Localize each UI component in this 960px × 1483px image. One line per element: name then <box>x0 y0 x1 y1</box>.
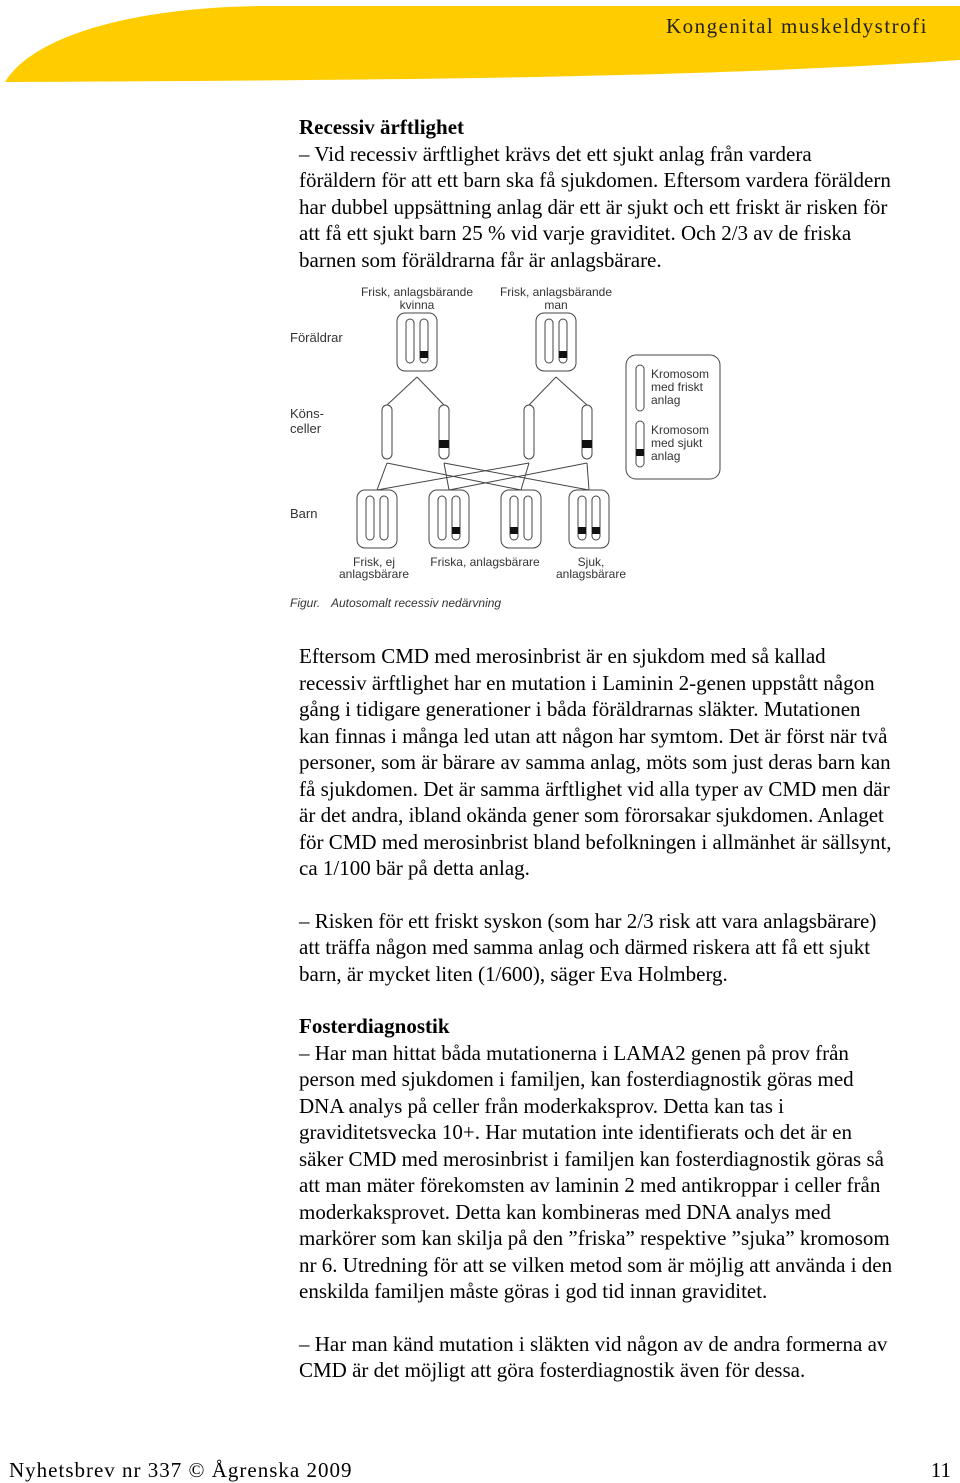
inheritance-figure <box>289 285 710 625</box>
text-line: CMD är det möjligt att göra fosterdiagnostik även för dessa. <box>299 1358 806 1382</box>
text-line: kan finnas i många led utan att någon har symtom. Det är först när två <box>299 723 888 748</box>
parent-male-label-2: man <box>544 298 568 312</box>
header-title: Kongenital muskeldystrofi <box>665 14 928 38</box>
footer-publication: Nyhetsbrev nr 337 © Ågrenska 2009 <box>9 1458 353 1482</box>
text-line: ca 1/100 bär på detta anlag. <box>299 856 530 880</box>
text-line: personer, som är bärare av samma anlag, möts som just deras barn kan <box>299 750 891 774</box>
text-line: markörer som kan skilja på den ”friska” respektive ”sjuka” kromosom <box>299 1226 890 1250</box>
heading-prenatal: Fosterdiagnostik <box>299 1014 450 1038</box>
page-number: 11 <box>930 1458 951 1482</box>
text-line: recessiv ärftlighet har en mutation i Laminin 2-genen uppstått någon <box>299 670 875 695</box>
text-line: är det andra, ibland okända gener som förorsakar sjukdomen. Anlaget <box>299 803 884 827</box>
text-line: har dubbel uppsättning anlag där ett är sjukt och ett friskt är risken för <box>299 194 888 219</box>
row-label-parents: Föräldrar <box>290 330 343 345</box>
legend-sick-label: Kromosom <box>651 423 710 437</box>
text-line: Eftersom CMD med merosinbrist är en sjukdom med så kallad <box>299 644 826 668</box>
child-label-healthy: Frisk, ej <box>353 555 395 569</box>
parent-female-label: Frisk, anlagsbärande <box>360 285 474 299</box>
text-line: föräldern för att ett barn ska få sjukdomen. Eftersom vardera föräldern <box>299 168 891 192</box>
child-label-sick-2: anlagsbärare <box>555 567 627 581</box>
parent-female-box <box>397 313 437 371</box>
child-box <box>429 490 469 548</box>
legend-healthy-label-2: med friskt <box>651 380 704 394</box>
row-label-gametes-2: celler <box>290 421 322 436</box>
child-box <box>501 490 541 548</box>
heading-recessive: Recessiv ärftlighet <box>299 115 465 139</box>
legend-sick-label-2: med sjukt <box>651 436 703 450</box>
text-line: att få ett sjukt barn 25 % vid varje graviditet. Och 2/3 av de friska <box>299 221 852 245</box>
legend-healthy-label: Kromosom <box>651 367 710 381</box>
text-line: – Har man hittat båda mutationerna i LAMA2 genen på prov från <box>299 1040 849 1065</box>
paragraph-risk <box>299 908 954 988</box>
legend-sick-label-3: anlag <box>651 449 681 463</box>
text-line: DNA analys på celler från moderkaksprov. Detta kan tas i <box>299 1093 784 1118</box>
row-label-gametes: Köns- <box>290 406 324 421</box>
child-box <box>569 490 609 548</box>
text-line: – Vid recessiv ärftlighet krävs det ett sjukt anlag från vardera <box>299 141 812 166</box>
legend-healthy-label-3: anlag <box>651 393 681 407</box>
text-line: att man mäter förekomsten av laminin 2 med antikroppar i celler från <box>299 1173 881 1197</box>
text-line: – Har man känd mutation i släkten vid någon av de andra formerna av <box>299 1331 888 1356</box>
child-label-carriers: Friska, anlagsbärare <box>430 555 540 569</box>
text-line: – Risken för ett friskt syskon (som har 2/3 risk att vara anlagsbärare) <box>299 908 877 933</box>
text-line: nr 6. Utredning för att se vilken metod som är möjlig att använda i den <box>299 1252 893 1277</box>
paragraph-cmd <box>299 643 954 882</box>
parent-female-label-2: kvinna <box>399 298 435 312</box>
figure-caption: Autosomalt recessiv nedärvning <box>331 596 502 610</box>
paragraph-prenatal <box>299 1040 954 1305</box>
child-label-sick: Sjuk, <box>577 555 605 569</box>
text-line: barn, är mycket liten (1/600), säger Eva Holmberg. <box>299 961 728 986</box>
text-line: enskilda familjen måste göras i god tid innan graviditet. <box>299 1279 768 1303</box>
text-line: gång i tidigare generationer i båda föräldrarnas släkter. Mutationen <box>299 697 861 721</box>
child-box <box>357 490 397 548</box>
text-line: barnen som föräldrarna får är anlagsbärare. <box>299 247 662 272</box>
text-line: graviditetsvecka 10+. Har mutation inte identifierats och det är en <box>299 1120 852 1144</box>
text-line: få sjukdomen. Det är samma ärftlighet vid alla typer av CMD men där <box>299 776 890 801</box>
text-line: moderkaksprovet. Detta kan kombineras med DNA analys med <box>299 1199 831 1224</box>
parent-male-box <box>536 313 576 371</box>
text-line: att träffa någon med samma anlag och därmed riskera att få ett sjukt <box>299 935 871 959</box>
article-body <box>290 114 954 1384</box>
paragraph-recessive <box>299 141 954 274</box>
text-line: person med sjukdomen i familjen, kan fosterdiagnostik göras med <box>299 1067 854 1091</box>
figure-caption-prefix: Figur. <box>290 596 321 610</box>
text-line: säker CMD med merosinbrist i familjen kan fosterdiagnostik göras så <box>299 1146 884 1171</box>
row-label-children: Barn <box>290 506 318 521</box>
child-label-healthy-2: anlagsbärare <box>338 567 410 581</box>
paragraph-other-forms <box>299 1331 954 1384</box>
parent-male-label: Frisk, anlagsbärande <box>499 285 613 299</box>
text-line: för CMD med merosinbrist bland befolkningen i allmänhet är sällsynt, <box>299 829 892 854</box>
